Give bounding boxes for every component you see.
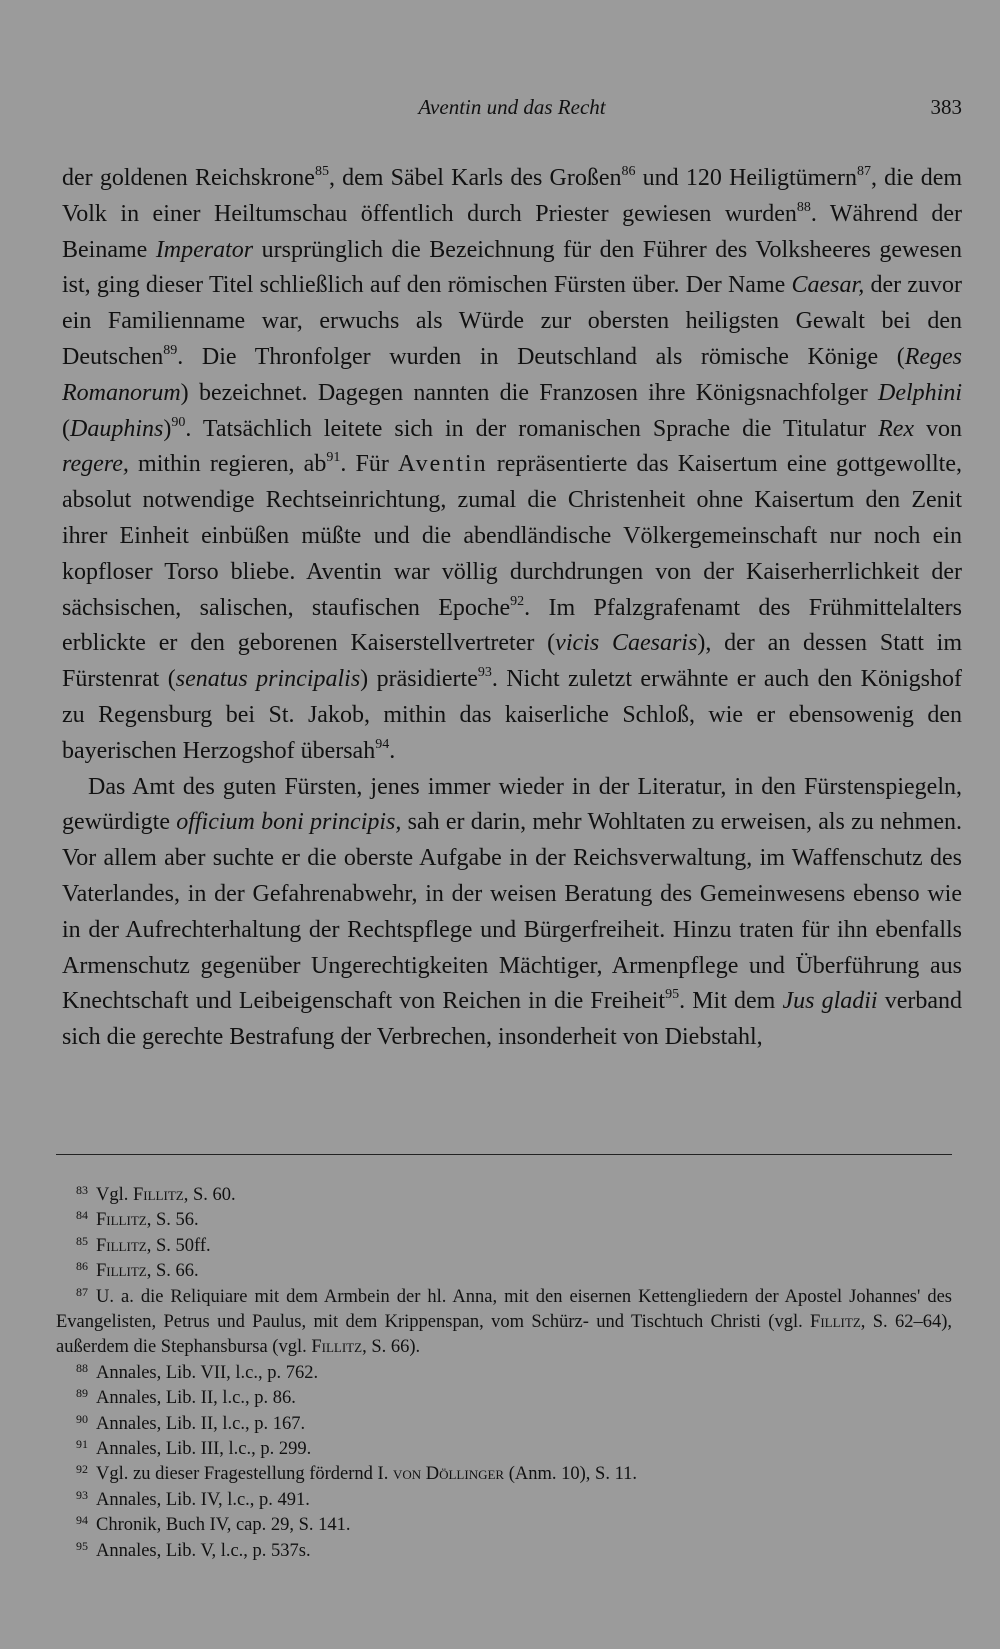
author-name: Fillitz (311, 1337, 363, 1358)
author-name: von Döllinger (392, 1464, 505, 1485)
text-run: ) bezeichnet. Dagegen nannten die Franzosen ihre Königsnachfolger (180, 379, 878, 406)
footnote-ref: 88 (796, 199, 811, 215)
text-run: , dem Säbel Karls des Großen (328, 165, 622, 191)
footnote-number: 87 (76, 1284, 88, 1299)
footnote-number: 84 (76, 1208, 88, 1223)
footnote-ref: 91 (326, 450, 341, 466)
footnote-text: , S. 62–64), außerdem die Stephansbursa (vgl. (56, 1312, 952, 1358)
footnote-94 (56, 1513, 952, 1538)
footnote-85 (56, 1234, 952, 1259)
footnote-text: Chronik, Buch IV, cap. 29, S. 141. (96, 1515, 351, 1536)
text-run: , die dem Volk in einer Heiltumschau öffentlich durch Priester gewiesen wurden (62, 165, 963, 227)
footnote-number: 90 (76, 1411, 88, 1426)
running-head (62, 90, 962, 124)
latin-term: officium boni principis, (176, 809, 402, 836)
footnote-text: , S. 66. (146, 1261, 199, 1282)
author-name: Fillitz (96, 1210, 147, 1231)
text-run: ), der an dessen Statt im Fürstenrat ( (62, 630, 963, 693)
footnote-ref: 86 (621, 164, 636, 179)
text-run: repräsentierte das Kaisertum eine gottgewollte, absolut notwendige Rechtseinrichtung, zumal die Christenheit ohne Kaisertum den Zenit ihrer Einheit einbüßen müßte und die abendländische Völkergemeinschaft nur noch ein kopfloser Torso bliebe. Aventin war völlig durchdrungen von der Kaiserherrlichkeit der sächsischen, salischen, staufischen Epoche (62, 451, 962, 621)
footnote-number: 89 (76, 1386, 88, 1401)
footnote-93 (56, 1488, 952, 1513)
footnote-text: , S. 56. (146, 1210, 199, 1231)
latin-term: Reges Romanorum (62, 343, 962, 406)
latin-term: Imperator (155, 236, 254, 263)
footnote-92 (56, 1462, 952, 1487)
latin-term: vicis Caesaris (555, 630, 698, 657)
footnote-87 (56, 1285, 952, 1361)
footnote-text: Vgl. zu dieser Fragestellung fördernd I. (96, 1464, 393, 1485)
author-name: Fillitz (96, 1235, 147, 1256)
text-run: von (914, 415, 963, 442)
footnote-ref: 94 (375, 736, 390, 752)
footnote-text: (Anm. 10), S. 11. (504, 1464, 638, 1485)
author-name: Fillitz (96, 1261, 147, 1282)
footnote-ref: 90 (171, 414, 186, 430)
page-number: 383 (930, 95, 962, 119)
footnote-text: Annales, Lib. VII, l.c., p. 762. (96, 1362, 319, 1383)
author-name: Fillitz (133, 1185, 184, 1205)
footnote-number: 93 (76, 1487, 88, 1502)
text-run: verband sich die gerechte Bestrafung der Verbrechen, insonderheit von Diebstahl, (62, 988, 963, 1051)
footnote-ref: 89 (163, 342, 178, 358)
text-run: . (389, 737, 396, 764)
text-run: ) (163, 415, 172, 442)
footnote-number: 94 (76, 1513, 88, 1528)
latin-term: Jus gladii (782, 988, 878, 1015)
footnote-text: Vgl. (96, 1185, 133, 1205)
latin-term: Delphini (878, 379, 962, 406)
text-run: ursprünglich die Bezeichnung für den Führer des Volksheeres gewesen ist, ging dieser Titel schließlich auf den römischen Fürsten über. Der Name (62, 236, 962, 299)
footnote-89 (56, 1386, 952, 1411)
footnote-text: U. a. die Reliquiare mit dem Armbein der hl. Anna, mit den eisernen Kettengliedern der Apostel Johannes' des Evangelisten, Petrus und Paulus, mit dem Krippenspan, vom Schürz- und Tischtuch Christi (vgl. (56, 1286, 952, 1333)
latin-term: Rex (878, 415, 915, 442)
footnote-91 (56, 1437, 952, 1462)
text-run: . Im Pfalzgrafenamt des Frühmittelalters erblickte er den geborenen Kaiserstellvertreter ( (62, 594, 963, 657)
footnote-83 (56, 1183, 952, 1208)
text-run: . Die Thronfolger wurden in Deutschland als römische Könige ( (177, 343, 905, 370)
footnote-divider (56, 1154, 952, 1155)
text-run: ) präsidierte (360, 666, 478, 693)
author-name: Fillitz (810, 1312, 861, 1333)
paragraph-2 (62, 770, 962, 1056)
footnote-number: 95 (76, 1538, 88, 1553)
footnote-ref: 87 (857, 164, 871, 179)
footnote-text: Annales, Lib. V, l.c., p. 537s. (96, 1540, 311, 1561)
footnote-ref: 95 (665, 987, 680, 1003)
text-run: . Mit dem (679, 988, 783, 1015)
footnote-ref: 92 (510, 593, 525, 609)
footnote-text: , S. 60. (183, 1185, 236, 1205)
text-run: . Für (340, 451, 399, 478)
footnote-84 (56, 1208, 952, 1233)
footnote-95 (56, 1539, 952, 1564)
text-run: der zuvor ein Familienname war, erwuchs als Würde zur obersten heiligsten Gewalt bei den Deutschen (62, 272, 962, 370)
body-text (62, 161, 962, 1056)
footnote-number: 92 (76, 1462, 88, 1477)
text-run: Das Amt des guten Fürsten, jenes immer wieder in der Literatur, in den Fürstenspiegeln, gewürdigte (62, 773, 962, 836)
footnote-text: Annales, Lib. II, l.c., p. 86. (96, 1388, 296, 1409)
latin-term: Dauphins (70, 415, 164, 442)
footnote-number: 85 (76, 1233, 88, 1248)
footnote-90 (56, 1412, 952, 1437)
footnotes (56, 1183, 952, 1564)
text-run: . Während der Beiname (62, 200, 962, 263)
text-run: sah er darin, mehr Wohltaten zu erweisen, als zu nehmen. Vor allem aber suchte er die oberste Aufgabe in der Reichsverwaltung, im Waffenschutz des Vaterlandes, in der Gefahrenabwehr, in der weisen Beratung des Gemeinwesens ebenso wie in der Aufrechterhaltung der Rechtspflege und Bürgerfreiheit. Hinzu traten für ihn ebenfalls Armenschutz gegenüber Ungerechtigkeiten Mächtiger, Armenpflege und Überführung aus Knechtschaft und Leibeigenschaft von Reichen in die Freiheit (62, 809, 962, 1015)
text-run: ( (62, 415, 70, 442)
latin-term: Caesar, (791, 272, 865, 299)
footnote-88 (56, 1361, 952, 1386)
footnote-number: 91 (76, 1437, 88, 1452)
footnote-ref: 85 (314, 164, 329, 179)
footnote-ref: 93 (477, 665, 492, 681)
footnote-text: , S. 66). (362, 1337, 421, 1358)
text-run: . Nicht zuletzt erwähnte er auch den Königshof zu Regensburg bei St. Jakob, mithin das kaiserliche Schloß, wie er ebensowenig den bayerischen Herzogshof übersah (62, 666, 962, 764)
latin-term: regere, (62, 451, 129, 478)
text-run: und 120 Heiligtümern (635, 165, 857, 191)
latin-term: senatus principalis (175, 666, 361, 693)
running-title: Aventin und das Recht (418, 95, 606, 119)
text-run: . Tatsächlich leitete sich in der romanischen Sprache die Titulatur (185, 415, 879, 442)
paragraph-1 (62, 161, 962, 770)
footnote-text: Annales, Lib. IV, l.c., p. 491. (96, 1489, 310, 1510)
footnote-text: , S. 50ff. (146, 1235, 211, 1256)
footnote-number: 88 (76, 1360, 88, 1375)
footnote-text: Annales, Lib. III, l.c., p. 299. (96, 1439, 312, 1460)
footnote-number: 86 (76, 1259, 88, 1274)
text-run: mithin regieren, ab (128, 451, 327, 478)
text-run: der goldenen Reichskrone (62, 165, 315, 191)
author-name-spaced: Aventin (398, 451, 488, 478)
footnote-text: Annales, Lib. II, l.c., p. 167. (96, 1413, 306, 1434)
footnote-number: 83 (76, 1183, 88, 1197)
footnote-86 (56, 1259, 952, 1284)
